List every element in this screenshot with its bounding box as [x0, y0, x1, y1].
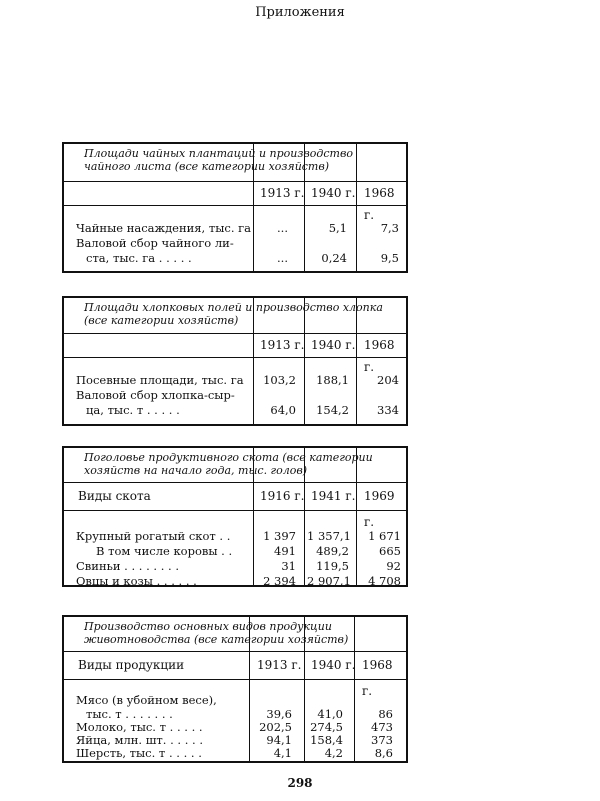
- row-label: Молоко, тыс. т . . . . .: [76, 720, 203, 734]
- row-label: Валовой сбор чайного ли-: [76, 236, 234, 250]
- year-header: 1969 г.: [364, 489, 395, 529]
- table-cell: 4,1: [273, 746, 292, 760]
- table-cell: 1 397: [263, 529, 296, 543]
- table-cell: 119,5: [316, 559, 349, 573]
- table-header-row: [64, 483, 406, 529]
- table-cell: 0,24: [321, 251, 347, 265]
- year-header: 1940 г.: [311, 186, 356, 200]
- table-cell: 491: [274, 544, 296, 558]
- table-cell: 39,6: [266, 707, 292, 721]
- year-header: 1968 г.: [364, 338, 395, 374]
- row-label: Овцы и козы . . . . . .: [76, 574, 197, 588]
- table-cell: 8,6: [374, 746, 393, 760]
- table-cell: 5,1: [328, 221, 347, 235]
- year-header: 1913 г.: [260, 338, 305, 352]
- table-cell: 204: [377, 373, 399, 387]
- table-cell: 9,5: [380, 251, 399, 265]
- table-title: Производство основных видов продукции животноводства (все категории хозяйств): [64, 617, 406, 652]
- table-cell: 334: [377, 403, 399, 417]
- table-cell: 154,2: [316, 403, 349, 417]
- tea-plantations-table: [62, 142, 408, 273]
- row-label: Чайные насаждения, тыс. га: [76, 221, 252, 235]
- table-header-row: [64, 652, 406, 698]
- table-cell: 1 357,1: [307, 529, 351, 543]
- year-header: 1913 г.: [260, 186, 305, 200]
- year-header: 1940 г.: [311, 338, 356, 352]
- row-label: Яйца, млн. шт. . . . . .: [76, 733, 204, 747]
- table-cell: 103,2: [263, 373, 296, 387]
- row-label: ца, тыс. т . . . . .: [86, 403, 180, 417]
- table-cell: 64,0: [270, 403, 296, 417]
- row-label: Мясо (в убойном весе),: [76, 693, 217, 707]
- table-cell: 41,0: [317, 707, 343, 721]
- table-header-row: [64, 334, 406, 374]
- table-title: Площади чайных плантаций и производство чайного листа (все категории хозяйств): [64, 144, 406, 182]
- table-cell: 274,5: [310, 720, 343, 734]
- year-header: 1968 г.: [364, 186, 395, 222]
- table-header-row: [64, 182, 406, 222]
- table-cell: 86: [378, 707, 393, 721]
- year-header: 1968 г.: [362, 658, 393, 698]
- table-cell: 4 708: [368, 574, 401, 588]
- column-header: Виды скота: [78, 489, 151, 503]
- year-header: 1916 г.: [260, 489, 305, 503]
- table-cell: 665: [379, 544, 401, 558]
- table-title: Площади хлопковых полей и производство хлопка (все категории хозяйств): [64, 298, 406, 334]
- year-header: 1940 г.: [311, 658, 356, 672]
- year-header: 1913 г.: [257, 658, 302, 672]
- table-cell: 202,5: [259, 720, 292, 734]
- row-label: Валовой сбор хлопка-сыр-: [76, 388, 235, 402]
- livestock-products-table: [62, 615, 408, 763]
- row-label: В том числе коровы . .: [96, 544, 233, 558]
- page-number: 298: [287, 776, 313, 790]
- row-label: ста, тыс. га . . . . .: [86, 251, 192, 265]
- table-cell: 473: [371, 720, 393, 734]
- table-cell: 373: [371, 733, 393, 747]
- running-header: Приложения: [255, 5, 345, 20]
- table-cell: ...: [277, 251, 288, 265]
- row-label: Шерсть, тыс. т . . . . .: [76, 746, 202, 760]
- table-cell: 92: [386, 559, 401, 573]
- cotton-fields-table: [62, 296, 408, 426]
- table-title: Поголовье продуктивного скота (все категории хозяйств на начало года, тыс. голов): [64, 448, 406, 483]
- table-cell: 31: [281, 559, 296, 573]
- table-cell: 4,2: [324, 746, 343, 760]
- table-cell: 1 671: [368, 529, 401, 543]
- table-cell: 188,1: [316, 373, 349, 387]
- livestock-table: [62, 446, 408, 587]
- table-cell: 489,2: [316, 544, 349, 558]
- year-header: 1941 г.: [311, 489, 356, 503]
- table-cell: 94,1: [266, 733, 292, 747]
- table-cell: 158,4: [310, 733, 343, 747]
- row-label: Свиньи . . . . . . . .: [76, 559, 180, 573]
- column-header: Виды продукции: [78, 658, 185, 672]
- row-label: Посевные площади, тыс. га: [76, 373, 244, 387]
- table-cell: 2 907,1: [307, 574, 351, 588]
- row-label: Крупный рогатый скот . .: [76, 529, 231, 543]
- table-cell: 7,3: [380, 221, 399, 235]
- table-cell: ...: [277, 221, 288, 235]
- table-cell: 2 394: [263, 574, 296, 588]
- row-label: тыс. т . . . . . . .: [86, 707, 173, 721]
